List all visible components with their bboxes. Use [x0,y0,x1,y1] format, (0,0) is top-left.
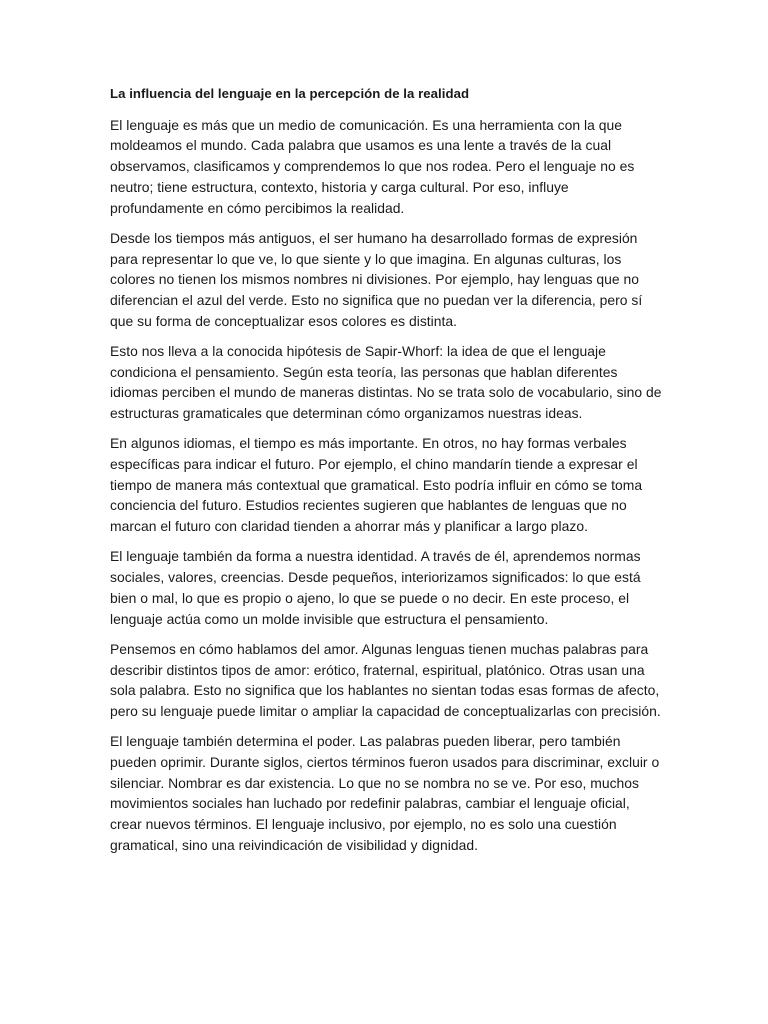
paragraph-7: El lenguaje también determina el poder. Las palabras pueden liberar, pero también pueden oprimir. Durante siglos, ciertos términos fueron usados para discriminar, excluir o silenciar. Nombrar es dar existencia. Lo que no se nombra no se ve. Por eso, muchos movimientos sociales han luchado por redefinir palabras, cambiar el lenguaje oficial, crear nuevos términos. El lenguaje inclusivo, por ejemplo, no es solo una cuestión gramatical, sino una reivindicación de visibilidad y dignidad. [110,733,660,853]
paragraph-2: Desde los tiempos más antiguos, el ser humano ha desarrollado formas de expresión para representar lo que ve, lo que siente y lo que imagina. En algunas culturas, los colores no tienen los mismos nombres ni divisiones. Por ejemplo, hay lenguas que no diferencian el azul del verde. Esto no significa que no puedan ver la diferencia, pero sí que su forma de conceptualizar esos colores es distinta. [110,229,643,329]
paragraph-6: Pensemos en cómo hablamos del amor. Algunas lenguas tienen muchas palabras para describir distintos tipos de amor: erótico, fraternal, espiritual, platónico. Otras usan una sola palabra. Esto no significa que los hablantes no sientan todas esas formas de afecto, pero su lenguaje puede limitar o ampliar la capacidad de conceptualizarlas con precisión. [110,640,661,719]
document-title: La influencia del lenguaje en la percepción de la realidad [110,86,470,101]
document-page [110,84,662,865]
paragraph-1: El lenguaje es más que un medio de comunicación. Es una herramienta con la que moldeamos el mundo. Cada palabra que usamos es una lente a través de la cual observamos, clasificamos y comprendemos lo que nos rodea. Pero el lenguaje no es neutro; tiene estructura, contexto, historia y carga cultural. Por eso, influye profundamente en cómo percibimos la realidad. [110,116,635,216]
paragraph-5: El lenguaje también da forma a nuestra identidad. A través de él, aprendemos normas sociales, valores, creencias. Desde pequeños, interiorizamos significados: lo que está bien o mal, lo que es propio o ajeno, lo que se puede o no decir. En este proceso, el lenguaje actúa como un molde invisible que estructura el pensamiento. [110,548,641,627]
paragraph-3: Esto nos lleva a la conocida hipótesis de Sapir-Whorf: la idea de que el lenguaje condiciona el pensamiento. Según esta teoría, las personas que hablan diferentes idiomas perciben el mundo de maneras distintas. No se trata solo de vocabulario, sino de estructuras gramaticales que determinan cómo organizamos nuestras ideas. [110,342,662,422]
paragraph-4: En algunos idiomas, el tiempo es más importante. En otros, no hay formas verbales específicas para indicar el futuro. Por ejemplo, el chino mandarín tiende a expresar el tiempo de manera más contextual que gramatical. Esto podría influir en cómo se toma conciencia del futuro. Estudios recientes sugieren que hablantes de lenguas que no marcan el futuro con claridad tienden a ahorrar más y planificar a largo plazo. [110,435,643,535]
